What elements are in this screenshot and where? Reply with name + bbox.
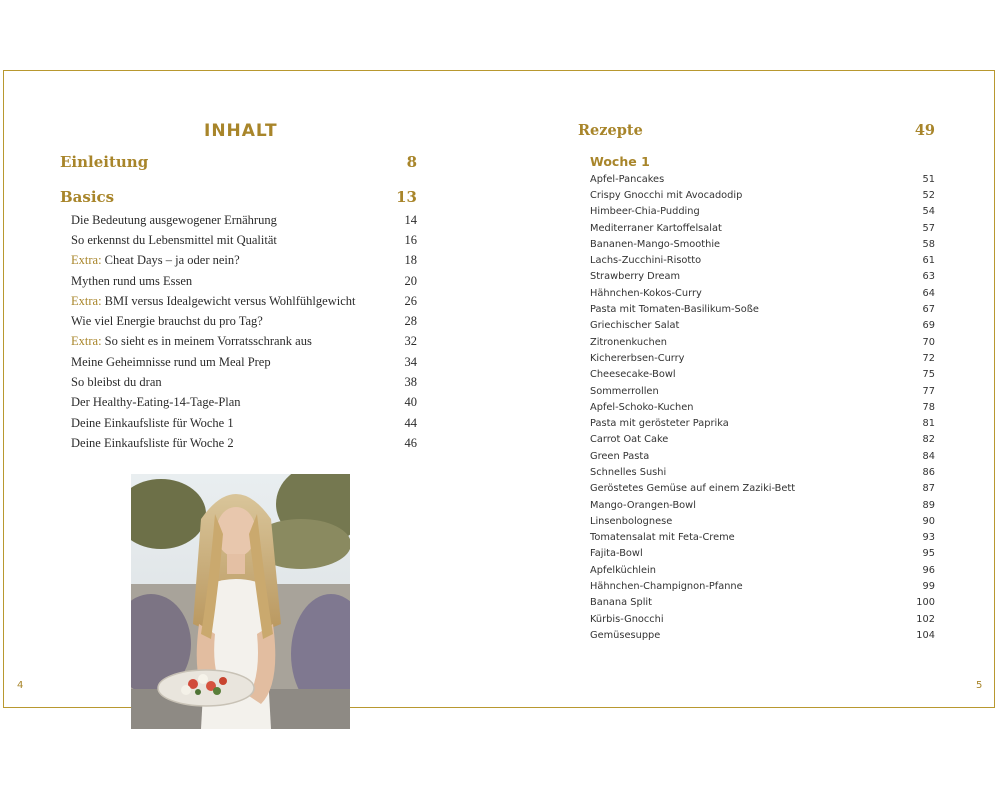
toc-entry[interactable]	[71, 251, 417, 271]
toc-entry[interactable]	[71, 311, 417, 331]
toc-entry-label: Cheat Days – ja oder nein?	[104, 253, 240, 268]
recipe-label: Mango-Orangen-Bowl	[590, 499, 696, 511]
toc-entry[interactable]	[71, 352, 417, 372]
recipe-entry[interactable]	[590, 595, 935, 611]
recipe-page: 57	[922, 222, 935, 234]
extra-prefix: Extra:	[71, 253, 102, 268]
toc-entry-label: Der Healthy-Eating-14-Tage-Plan	[71, 395, 241, 410]
basics-list	[71, 210, 417, 454]
recipe-page: 87	[922, 483, 935, 495]
recipe-entry[interactable]	[590, 252, 935, 268]
recipe-page: 104	[916, 629, 935, 641]
toc-entry[interactable]	[71, 332, 417, 352]
recipe-entry[interactable]	[590, 171, 935, 187]
toc-entry-page: 16	[404, 232, 417, 247]
toc-entry-page: 38	[404, 375, 417, 390]
toc-section-basics[interactable]	[60, 188, 417, 206]
recipe-label: Kichererbsen-Curry	[590, 352, 685, 364]
recipe-page: 63	[922, 271, 935, 283]
section-label: Basics	[60, 188, 115, 206]
toc-entry-title	[71, 375, 162, 390]
recipe-page: 75	[922, 369, 935, 381]
recipe-entry[interactable]	[590, 627, 935, 643]
recipe-label: Apfel-Pancakes	[590, 173, 665, 185]
recipe-entry[interactable]	[590, 236, 935, 252]
toc-entry-title	[71, 314, 263, 329]
recipe-entry[interactable]	[590, 383, 935, 399]
recipe-entry[interactable]	[590, 497, 935, 513]
toc-entry[interactable]	[71, 210, 417, 230]
recipe-label: Crispy Gnocchi mit Avocadodip	[590, 189, 743, 201]
recipe-label: Carrot Oat Cake	[590, 434, 669, 446]
recipe-label: Mediterraner Kartoffelsalat	[590, 222, 722, 234]
recipe-entry[interactable]	[590, 530, 935, 546]
recipe-page: 89	[922, 499, 935, 511]
recipe-page: 64	[922, 287, 935, 299]
toc-entry-title	[71, 274, 192, 289]
recipe-page: 61	[922, 255, 935, 267]
recipe-entry[interactable]	[590, 204, 935, 220]
recipe-page: 95	[922, 548, 935, 560]
recipe-label: Geröstetes Gemüse auf einem Zaziki-Bett	[590, 483, 796, 495]
recipe-entry[interactable]	[590, 318, 935, 334]
toc-entry[interactable]	[71, 271, 417, 291]
recipe-entry[interactable]	[590, 448, 935, 464]
recipe-page: 81	[922, 418, 935, 430]
recipe-page: 86	[922, 466, 935, 478]
recipe-list	[590, 171, 935, 644]
toc-entry-page: 40	[404, 395, 417, 410]
toc-entry-page: 14	[404, 212, 417, 227]
toc-entry-page: 28	[404, 314, 417, 329]
toc-entry-page: 32	[404, 334, 417, 349]
toc-entry-label: So bleibst du dran	[71, 375, 162, 390]
recipe-entry[interactable]	[590, 220, 935, 236]
recipe-label: Zitronenkuchen	[590, 336, 667, 348]
recipe-entry[interactable]	[590, 546, 935, 562]
toc-entry-page: 26	[404, 293, 417, 308]
toc-entry-page: 20	[404, 273, 417, 288]
toc-entry-label: So erkennst du Lebensmittel mit Qualität	[71, 232, 277, 247]
recipe-entry[interactable]	[590, 269, 935, 285]
toc-title: INHALT	[204, 121, 278, 141]
toc-entry-label: Mythen rund ums Essen	[71, 273, 193, 288]
section-page: 13	[396, 188, 417, 206]
toc-entry-page: 18	[404, 253, 417, 268]
toc-entry-title	[71, 395, 241, 410]
toc-entry-page: 46	[404, 435, 417, 450]
recipe-label: Apfel-Schoko-Kuchen	[590, 401, 694, 413]
toc-entry[interactable]	[71, 230, 417, 250]
recipe-entry[interactable]	[590, 285, 935, 301]
recipe-entry[interactable]	[590, 350, 935, 366]
extra-prefix: Extra:	[71, 293, 102, 308]
recipe-entry[interactable]	[590, 432, 935, 448]
recipe-page: 67	[922, 304, 935, 316]
recipe-entry[interactable]	[590, 578, 935, 594]
recipe-entry[interactable]	[590, 481, 935, 497]
recipe-label: Lachs-Zucchini-Risotto	[590, 255, 702, 267]
toc-entry-title	[71, 355, 271, 370]
recipe-page: 99	[922, 581, 935, 593]
recipe-label: Banana Split	[590, 597, 652, 609]
toc-entry-title	[71, 334, 312, 349]
section-label: Einleitung	[60, 153, 149, 171]
recipe-page: 100	[916, 597, 935, 609]
toc-entry-title	[71, 213, 277, 228]
recipe-page: 54	[922, 206, 935, 218]
toc-section-einleitung[interactable]	[60, 153, 417, 171]
recipe-entry[interactable]	[590, 367, 935, 383]
recipe-page: 93	[922, 532, 935, 544]
section-label: Rezepte	[578, 122, 643, 139]
recipe-page: 96	[922, 564, 935, 576]
recipe-label: Green Pasta	[590, 450, 650, 462]
recipe-page: 82	[922, 434, 935, 446]
toc-entry-page: 34	[404, 354, 417, 369]
recipe-label: Apfelküchlein	[590, 564, 656, 576]
recipe-label: Pasta mit Tomaten-Basilikum-Soße	[590, 304, 759, 316]
toc-entry-title	[71, 253, 240, 268]
toc-entry-label: Die Bedeutung ausgewogener Ernährung	[71, 212, 277, 227]
recipe-label: Gemüsesuppe	[590, 629, 661, 641]
recipe-page: 90	[922, 515, 935, 527]
recipe-entry[interactable]	[590, 464, 935, 480]
recipe-page: 102	[916, 613, 935, 625]
recipe-page: 51	[922, 173, 935, 185]
recipe-entry[interactable]	[590, 187, 935, 203]
toc-entry[interactable]	[71, 372, 417, 392]
toc-entry-title	[71, 294, 355, 309]
recipe-label: Fajita-Bowl	[590, 548, 643, 560]
section-page: 8	[406, 153, 417, 171]
recipe-entry[interactable]	[590, 334, 935, 350]
recipe-entry[interactable]	[590, 513, 935, 529]
week-title: Woche 1	[590, 154, 650, 169]
recipe-entry[interactable]	[590, 399, 935, 415]
recipe-label: Cheesecake-Bowl	[590, 369, 676, 381]
recipe-label: Griechischer Salat	[590, 320, 680, 332]
recipe-label: Sommerrollen	[590, 385, 659, 397]
toc-entry-title	[71, 436, 234, 451]
toc-entry-page: 44	[404, 415, 417, 430]
author-photo	[131, 474, 350, 729]
toc-entry-label: So sieht es in meinem Vorratsschrank aus	[104, 334, 312, 349]
recipe-label: Kürbis-Gnocchi	[590, 613, 664, 625]
recipe-label: Pasta mit gerösteter Paprika	[590, 418, 729, 430]
toc-entry-title	[71, 233, 277, 248]
page-number-right: 5	[976, 680, 983, 691]
toc-entry[interactable]	[71, 433, 417, 453]
recipe-page: 58	[922, 238, 935, 250]
recipe-page: 70	[922, 336, 935, 348]
recipe-page: 52	[922, 189, 935, 201]
section-page: 49	[914, 122, 935, 139]
recipe-entry[interactable]	[590, 611, 935, 627]
toc-section-rezepte[interactable]	[578, 122, 935, 139]
recipe-label: Hähnchen-Champignon-Pfanne	[590, 581, 743, 593]
author-photo-illustration	[131, 474, 350, 729]
recipe-label: Strawberry Dream	[590, 271, 681, 283]
extra-prefix: Extra:	[71, 334, 102, 349]
recipe-page: 84	[922, 450, 935, 462]
recipe-entry[interactable]	[590, 301, 935, 317]
recipe-page: 69	[922, 320, 935, 332]
toc-entry[interactable]	[71, 393, 417, 413]
toc-entry-label: Meine Geheimnisse rund um Meal Prep	[71, 354, 271, 369]
recipe-label: Bananen-Mango-Smoothie	[590, 238, 721, 250]
toc-entry-label: Wie viel Energie brauchst du pro Tag?	[71, 314, 263, 329]
recipe-label: Tomatensalat mit Feta-Creme	[590, 532, 735, 544]
recipe-page: 72	[922, 352, 935, 364]
recipe-entry[interactable]	[590, 415, 935, 431]
recipe-page: 77	[922, 385, 935, 397]
page-number-left: 4	[17, 680, 24, 691]
recipe-entry[interactable]	[590, 562, 935, 578]
toc-entry-title	[71, 416, 234, 431]
toc-entry[interactable]	[71, 291, 417, 311]
toc-entry-label: BMI versus Idealgewicht versus Wohlfühlgewicht	[104, 293, 356, 308]
toc-entry-label: Deine Einkaufsliste für Woche 1	[71, 415, 234, 430]
toc-entry-label: Deine Einkaufsliste für Woche 2	[71, 435, 234, 450]
recipe-label: Hähnchen-Kokos-Curry	[590, 287, 702, 299]
recipe-label: Linsenbolognese	[590, 515, 673, 527]
toc-entry[interactable]	[71, 413, 417, 433]
recipe-page: 78	[922, 401, 935, 413]
recipe-label: Schnelles Sushi	[590, 466, 667, 478]
recipe-label: Himbeer-Chia-Pudding	[590, 206, 700, 218]
